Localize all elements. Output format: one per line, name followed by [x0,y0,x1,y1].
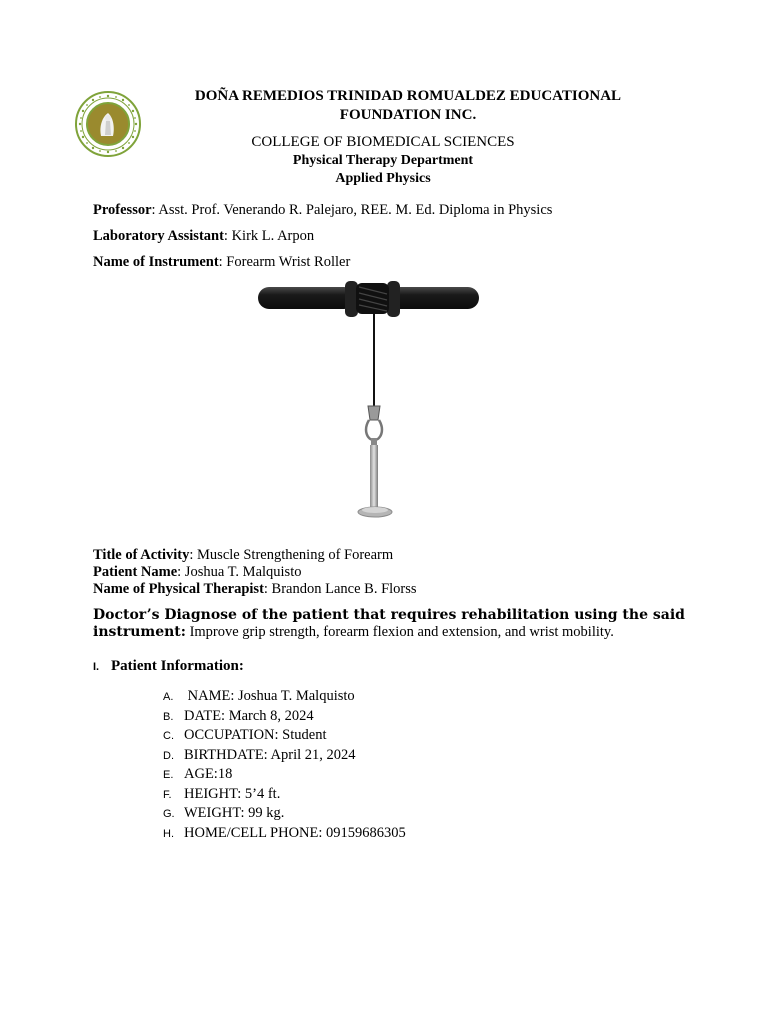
therapist-label: Name of Physical Therapist [93,581,264,597]
patient-name-value: : Joshua T. Malquisto [177,564,302,580]
activity-title-line [93,546,393,564]
list-letter: C. [163,730,174,742]
diagnosis-heading-end: instrument: [93,624,186,640]
list-item [163,746,406,766]
list-text: DATE: March 8, 2024 [184,707,314,724]
instrument-label: Name of Instrument [93,254,219,270]
diagnosis-block [93,607,693,641]
list-item [163,707,406,727]
department-name: Physical Therapy Department [292,153,474,168]
diagnosis-heading: Doctor’s Diagnose of the patient that requires rehabilitation using the said [93,607,685,623]
list-item [163,765,406,785]
assistant-value: : Kirk L. Arpon [223,228,315,244]
list-item [163,726,406,746]
list-text: NAME: Joshua T. Malquisto [184,688,355,704]
list-item [163,804,406,824]
list-text: BIRTHDATE: April 21, 2024 [184,746,356,763]
patient-name-line [93,563,301,581]
list-text: WEIGHT: 99 kg. [184,805,285,821]
list-text: HOME/CELL PHONE: 09159686305 [184,824,406,841]
list-text: HEIGHT: 5’4 ft. [184,785,281,802]
list-letter: B. [163,710,174,723]
list-letter: A. [163,691,174,703]
instrument-line [93,253,350,271]
professor-value: : Asst. Prof. Venerando R. Palejaro, REE. M. Ed. Diploma in Physics [151,202,553,218]
list-letter: F. [163,788,172,801]
diagnosis-text: Improve grip strength, forearm flexion and extension, and wrist mobility. [185,624,614,640]
therapist-value: : Brandon Lance B. Florss [263,581,417,597]
list-item [163,785,406,805]
professor-line [93,201,552,219]
therapist-line [93,580,417,598]
activity-title-value: : Muscle Strengthening of Forearm [189,547,394,563]
instrument-value: : Forearm Wrist Roller [218,254,351,270]
forearm-wrist-roller-icon [255,278,483,522]
list-item [163,687,406,707]
course-name: Applied Physics [335,171,431,186]
org-name-line2: FOUNDATION INC. [339,107,477,123]
section-number: I. [93,661,100,673]
list-letter: D. [163,749,174,762]
org-name-line1: DOÑA REMEDIOS TRINIDAD ROMUALDEZ EDUCATIONAL [194,88,622,104]
assistant-label: Laboratory Assistant [93,228,224,244]
list-letter: E. [163,769,174,781]
section-title: Patient Information: [111,658,244,674]
activity-title-label: Title of Activity [93,547,190,563]
list-item [163,824,406,844]
list-text: OCCUPATION: Student [184,727,327,743]
list-letter: G. [163,808,175,820]
college-name: COLLEGE OF BIOMEDICAL SCIENCES [251,134,515,150]
section-heading [93,657,244,675]
list-text: AGE:18 [184,766,233,782]
patient-info-list [163,687,406,843]
patient-name-label: Patient Name [93,564,178,580]
list-letter: H. [163,827,174,840]
professor-label: Professor [93,202,152,218]
assistant-line [93,227,314,245]
